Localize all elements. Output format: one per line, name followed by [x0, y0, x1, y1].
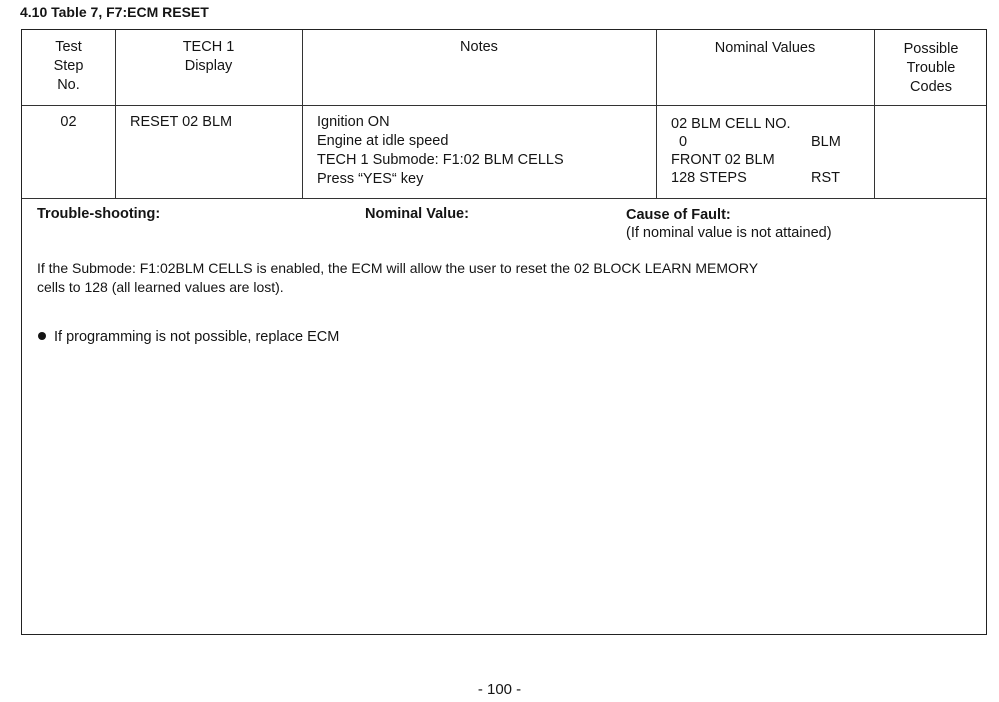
ecm-reset-table	[21, 29, 987, 635]
troubleshooting-label: Trouble-shooting:	[37, 206, 161, 222]
note-line: TECH 1 Submode: F1:02 BLM CELLS	[317, 152, 564, 168]
header-tech1-display	[115, 38, 302, 76]
header-notes: Notes	[460, 39, 498, 55]
note-line: Ignition ON	[317, 114, 390, 130]
note-line: Press “YES“ key	[317, 171, 424, 187]
row-nominal-line3: FRONT 02 BLM	[671, 152, 775, 168]
row-step-number: 02	[60, 114, 77, 130]
paragraph-line: If the Submode: F1:02BLM CELLS is enabled, the ECM will allow the user to reset the 02 BLOCK LEARN MEMORY	[37, 260, 759, 276]
bullet-icon	[38, 332, 46, 340]
header-nominal-values: Nominal Values	[714, 40, 816, 56]
bullet-text: If programming is not possible, replace ECM	[54, 329, 340, 345]
row-display: RESET 02 BLM	[130, 114, 233, 130]
row-notes	[317, 113, 564, 189]
header-line: Step	[53, 58, 84, 74]
nominal-value-label: Nominal Value:	[365, 206, 469, 222]
header-divider	[22, 105, 986, 106]
header-line: TECH 1	[182, 39, 235, 55]
row-nominal-line4-right: RST	[811, 170, 840, 186]
troubleshooting-bullet	[38, 329, 339, 345]
row-nominal-line1: 02 BLM CELL NO.	[671, 116, 791, 132]
troubleshooting-paragraph	[37, 259, 758, 297]
header-line: Possible	[903, 41, 959, 57]
section-heading: 4.10 Table 7, F7:ECM RESET	[20, 4, 209, 20]
row-nominal-line4-left: 128 STEPS	[671, 170, 747, 186]
cause-of-fault-note: (If nominal value is not attained)	[626, 225, 832, 241]
header-line: Codes	[910, 79, 952, 95]
header-line: Test	[55, 39, 82, 55]
page-number: - 100 -	[477, 681, 522, 698]
header-line: No.	[57, 77, 80, 93]
row-nominal-line2-left: 0	[679, 134, 688, 150]
row-divider	[22, 198, 986, 199]
row-nominal-line2-right: BLM	[811, 134, 841, 150]
note-line: Engine at idle speed	[317, 133, 449, 149]
header-line: Display	[184, 58, 233, 74]
header-line: Trouble	[906, 60, 956, 76]
paragraph-line: cells to 128 (all learned values are lost).	[37, 279, 284, 295]
header-trouble-codes	[874, 40, 988, 97]
cause-of-fault-label: Cause of Fault:	[626, 207, 731, 223]
header-test-step	[22, 38, 115, 95]
